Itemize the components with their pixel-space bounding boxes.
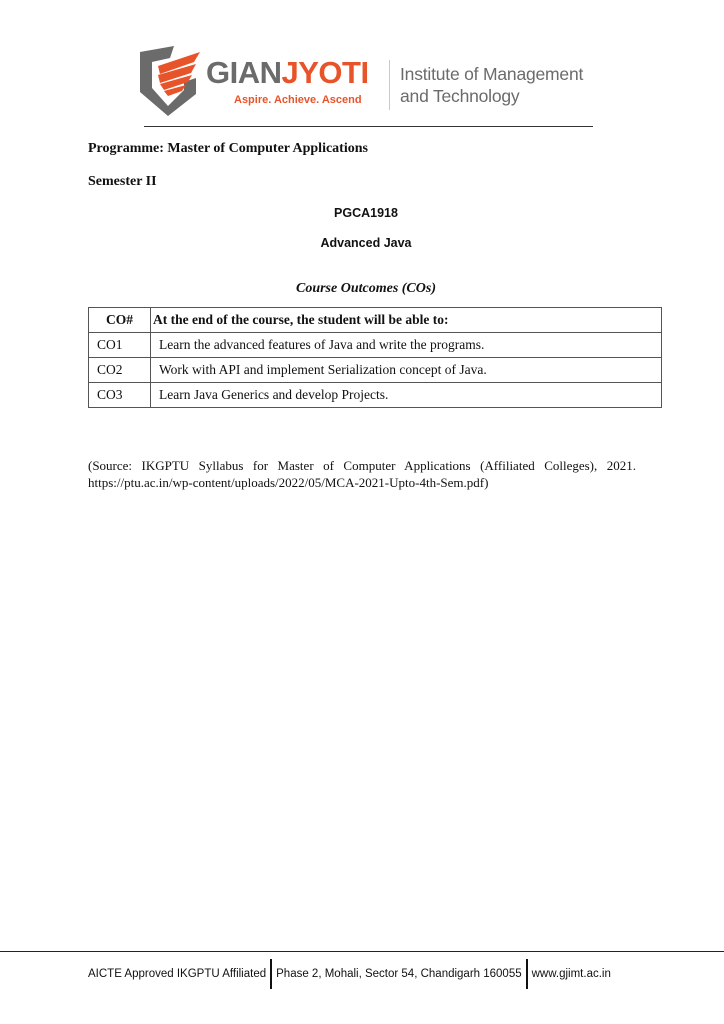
footer-website-link[interactable]: www.gjimt.ac.in	[531, 968, 611, 980]
logo-divider	[389, 60, 390, 110]
outcomes-title: Course Outcomes (COs)	[295, 281, 436, 296]
footer-rule	[0, 951, 724, 952]
table-cell-co: CO2	[89, 358, 151, 383]
table-cell-outcome: Learn Java Generics and develop Projects.	[151, 383, 662, 408]
header-rule	[144, 126, 593, 127]
table-row	[89, 333, 662, 358]
table-cell-outcome: Work with API and implement Serialization concept of Java.	[151, 358, 662, 383]
logo-wordmark	[206, 56, 369, 90]
footer-affiliation: AICTE Approved IKGPTU Affiliated	[88, 968, 267, 980]
semester-heading: Semester II	[88, 174, 157, 189]
logo-tagline: Aspire. Achieve. Ascend	[234, 94, 362, 106]
table-header-row	[89, 308, 662, 333]
footer	[88, 956, 611, 992]
logo-shield-icon	[134, 44, 202, 116]
source-citation: (Source: IKGPTU Syllabus for Master of Computer Applications (Affiliated Colleges), 2021. https://ptu.ac.in/wp-content/uploads/2022/05/MCA-2021-Upto-4th-Sem.pdf)	[88, 458, 636, 490]
table-cell-co: CO1	[89, 333, 151, 358]
logo-gian-text: GIAN	[206, 55, 282, 90]
table-header-cell: CO#	[89, 308, 151, 333]
institute-name	[400, 63, 583, 107]
logo-jyoti-text: JYOTI	[281, 55, 369, 90]
footer-address: Phase 2, Mohali, Sector 54, Chandigarh 160055	[276, 968, 522, 980]
footer-divider	[270, 959, 272, 989]
outcomes-table	[88, 307, 662, 408]
course-code: PGCA1918	[334, 206, 398, 220]
footer-divider	[526, 959, 528, 989]
programme-heading: Programme: Master of Computer Applications	[88, 141, 368, 156]
table-row	[89, 358, 662, 383]
course-name: Advanced Java	[320, 236, 412, 250]
table-row	[89, 383, 662, 408]
table-header-cell: At the end of the course, the student will be able to:	[151, 308, 662, 333]
table-cell-outcome: Learn the advanced features of Java and write the programs.	[151, 333, 662, 358]
institute-name-line1: Institute of Management	[400, 64, 584, 84]
institute-name-line2: and Technology	[400, 86, 520, 106]
table-cell-co: CO3	[89, 383, 151, 408]
